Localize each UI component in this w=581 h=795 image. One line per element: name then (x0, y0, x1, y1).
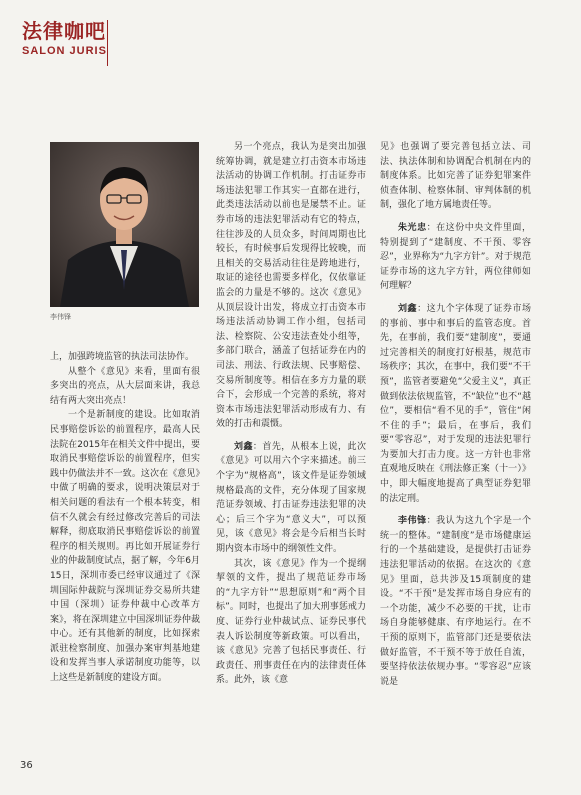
paragraph-text: ：在这份中央文件里面，特别提到了“建制度、不干预、零容忍”，业界称为“九字方针”。对于规范证券市场的这九字方针，两位律师如何理解？ (380, 222, 531, 292)
paragraph (216, 440, 366, 557)
paragraph (380, 221, 531, 294)
paragraph-text: ：这九个字体现了证券市场的事前、事中和事后的监管态度。首先，在事前，我们要“建制度”，要通过完善相关的制度打好根基，规范市场秩序；其次，在事中，我们要“不干预”，监管者要避免“父爱主义”，真正做到依法依规监管，不“缺位”也不“越位”，要相信“看不见的手”，管住“闲不住的手”；最后，在事后，我们要“零容忍”，对于发现的违法犯罪行为要加大打击力度。这一方针也非常直观地反映在《刑法修正案（十一）》中，即大幅度地提高了典型证券犯罪的法定刑。 (380, 303, 531, 504)
paragraph: 从整个《意见》来看，里面有很多突出的亮点，从大层面来讲，我总结有两大突出亮点！ (50, 366, 200, 406)
speaker-name: 朱光忠 (398, 222, 427, 233)
portrait-photo (50, 142, 199, 307)
text-column-3 (380, 140, 531, 689)
paragraph (380, 514, 531, 689)
page-number: 36 (20, 760, 33, 771)
paragraph: 见》也强调了要完善包括立法、司法、执法体制和协调配合机制在内的制度体系。比如完善了证券犯罪案件侦查体制、检察体制、审判体制的机制，强化了地方属地责任等。 (380, 142, 531, 211)
paragraph (380, 302, 531, 506)
text-column-1 (50, 350, 200, 686)
section-title: 法律咖吧 (22, 19, 106, 43)
paragraph: 另一个亮点，我认为是突出加强统筹协调，就是建立打击资本市场违法活动的协调工作机制。打击证券市场违法犯罪工作其实一直都在进行，此类违法活动以前也是屡禁不止。证券市场的违法犯罪活动有它的特点，往往涉及的人员众多，时间周期也比较长，有时候事后发现得比较晚，而且相关的交易活动往往是跨地进行，取证的途径也需要多样化，仅依靠证监会的力量是不够的。这次《意见》从顶层设计出发，将成立打击资本市场违法活动协调工作小组，包括司法、检察院、公安违法查处小组等，多部门联合，涵盖了包括证券在内的司法、刑法、行政法规、民事赔偿、交易所制度等。相信在多方力量的联合下，会形成一个完善的系统，将对资本市场违法犯罪活动形成有力、有效的打击和震慑。 (216, 142, 366, 430)
section-subtitle: SALON JURIS (22, 45, 107, 57)
paragraph: 上，加强跨境监管的执法司法协作。 (50, 352, 195, 362)
paragraph: 一个是新制度的建设。比如取消民事赔偿诉讼的前置程序，最高人民法院在2015年在相关文件中提出，要取消民事赔偿诉讼的前置程序，但实践中仍做法并不一致。这次在《意见》中做了明确的要求，说明决策层对于相关问题的看法有一个根本转变，相信不久就会有经过修改完善后的司法解释，彻底取消民事赔偿诉讼的前置程序的相关规则。再比如开展证券行业的仲裁制度试点，据了解，今年6月15日，深圳市委已经审议通过了《深圳国际仲裁院与深圳证券交易所共建中国（深圳）证券仲裁中心改革方案》，将在深圳建立中国深圳证券仲裁中心。还有其他新的制度，比如探索派驻检察制度、加强办案审判基地建设和发挥当事人承诺制度功能等，以上这些是新制度的建设方面。 (50, 410, 200, 684)
speaker-name: 刘鑫 (398, 303, 418, 314)
paragraph: 其次，该《意见》作为一个提纲挈领的文件，提出了规范证券市场的“九字方针”“思想原则”和“两个目标”。同时，也提出了加大刑事惩戒力度、证券行业仲裁试点、证券民事代表人诉讼制度等新政策。可以看出，该《意见》完善了包括民事责任、行政责任、刑事责任在内的法律责任体系。此外，该《意 (216, 558, 366, 686)
speaker-name: 李伟锋 (398, 516, 427, 527)
text-column-2 (216, 140, 366, 688)
header-divider (107, 20, 108, 66)
paragraph-text: ：首先，从根本上说，此次《意见》可以用六个字来描述。前三个字为“规格高”，该文件是证券领域规格最高的文件，充分体现了国家规范证券领域、打击证券违法犯罪的决心；后三个字为“意义大”，可以预见，该《意见》将会是今后相当长时期内资本市场中的纲领性文件。 (216, 441, 366, 555)
paragraph-text: ：我认为这九个字是一个统一的整体。“建制度”是市场健康运行的一个基础建设，是提供打击证券违法犯罪活动的依据。在这次的《意见》里面，总共涉及15项制度的建设。“不干预”是发挥市场自身应有的一个功能，减少不必要的干扰，让市场自身能够健康、有序地运行。在不干预的原则下，监管部门还是要依法做好监管，不干预不等于放任自流，要坚持依法依规办事。“零容忍”应该说是 (380, 516, 531, 687)
speaker-name: 刘鑫 (234, 441, 253, 452)
photo-caption: 李伟锋 (50, 313, 71, 321)
section-header (22, 20, 107, 57)
